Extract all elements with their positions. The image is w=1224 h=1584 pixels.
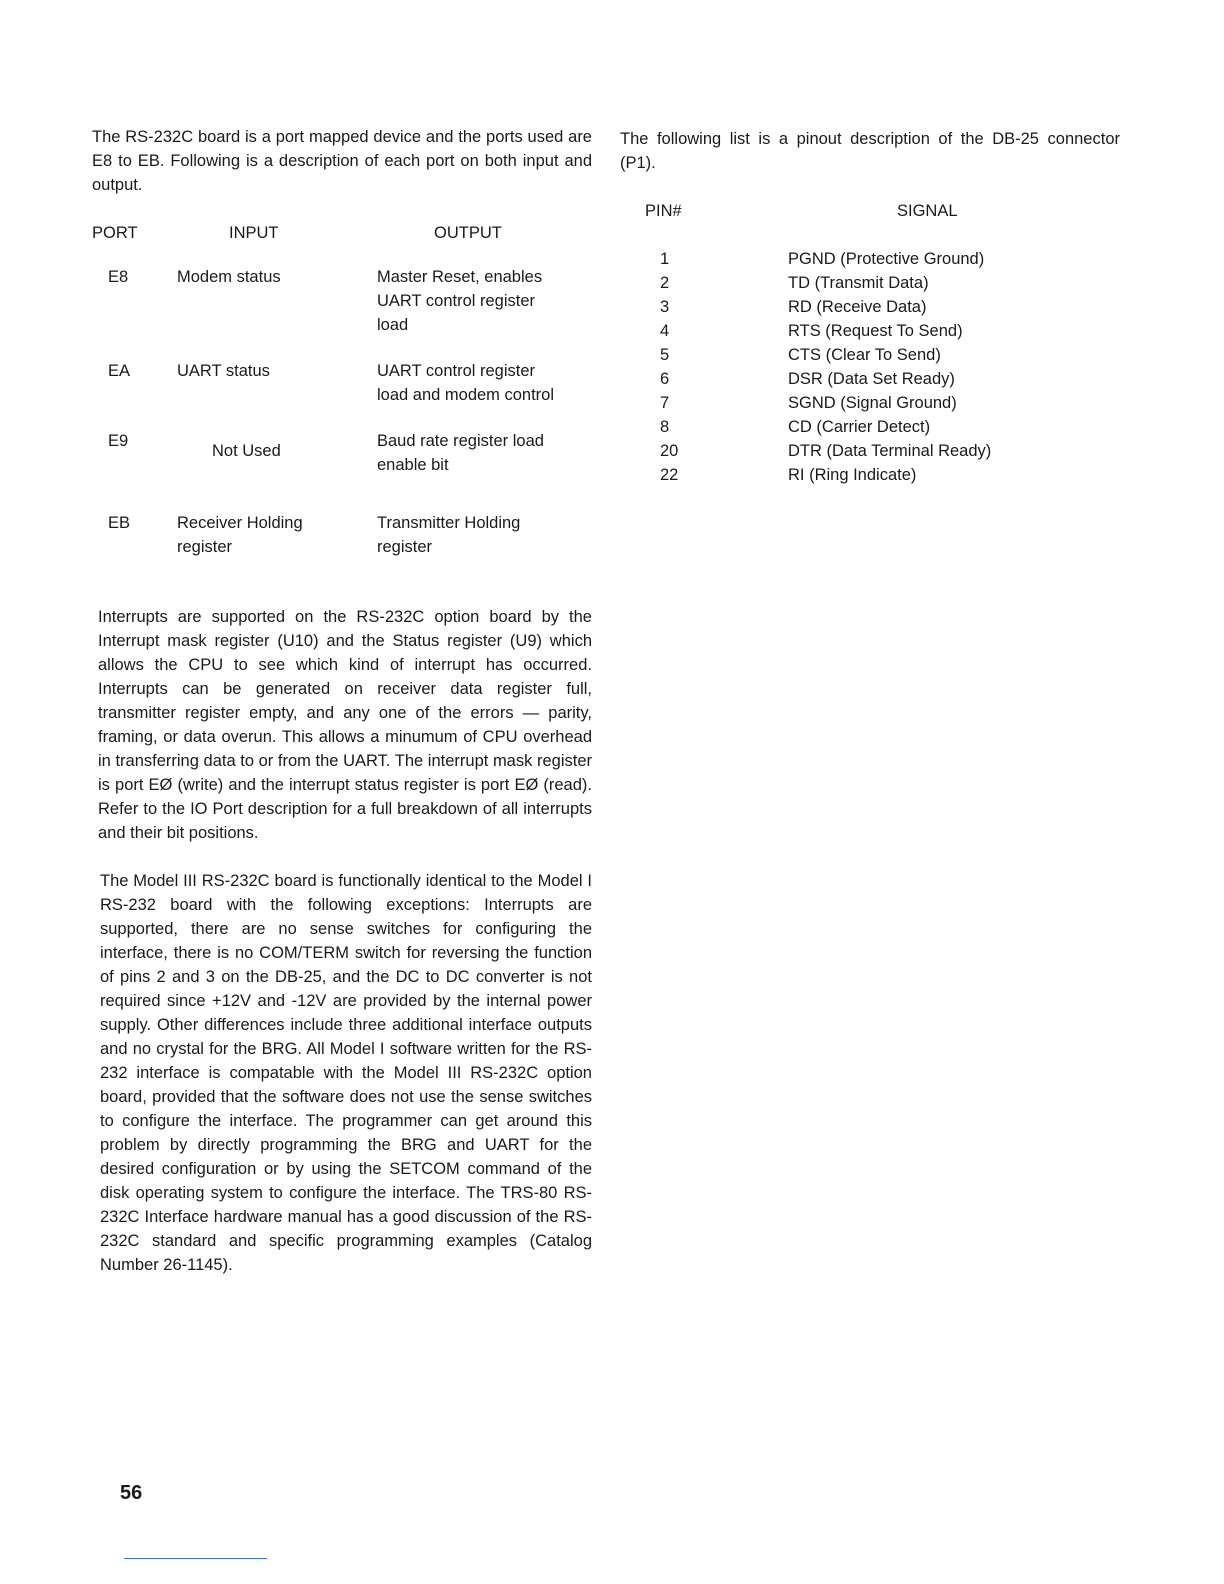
output-line: enable bit (377, 456, 449, 474)
right-column (620, 127, 1120, 487)
header-output: OUTPUT (434, 224, 502, 242)
footer-rule (124, 1558, 267, 1559)
port-output (377, 511, 592, 559)
pin-number: 20 (660, 442, 679, 460)
port-input: Modem status (177, 268, 281, 286)
output-line: UART control register (377, 292, 536, 310)
table-row (92, 429, 592, 477)
port-output (377, 265, 592, 337)
port-id: EB (108, 514, 131, 532)
pinout-intro: The following list is a pinout description of the DB-25 connector (P1). (620, 130, 1120, 172)
pin-table (620, 199, 1120, 487)
table-row (620, 463, 1120, 487)
pin-table-header (620, 199, 1120, 223)
table-row (620, 295, 1120, 319)
model-iii-paragraph: The Model III RS-232C board is functionally identical to the Model I RS-232 board with the following exceptions: Interrupts are supported, there are no sense switches for configuring the interface, there is no COM/TERM switch for reversing the function of pins 2 and 3 on the DB-25, and the DC to DC converter is not required since +12V and -12V are provided by the internal power supply. Other differences include three additional interface outputs and no crystal for the BRG. All Model I software written for the RS-232 interface is compatable with the Model III RS-232C option board, provided that the software does not use the sense switches to configure the interface. The programmer can get around this problem by directly programming the BRG and UART for the desired configuration or by using the SETCOM command of the disk operating system to configure the interface. The TRS-80 RS-232C Interface hardware manual has a good discussion of the RS-232C standard and specific programming examples (Catalog Number 26-1145). (100, 872, 592, 1274)
table-row (92, 359, 592, 407)
pin-signal: TD (Transmit Data) (788, 274, 929, 292)
pin-signal: DTR (Data Terminal Ready) (788, 442, 992, 460)
intro-paragraph: The RS-232C board is a port mapped device and the ports used are E8 to EB. Following is a description of each port on both input and output. (92, 128, 592, 194)
port-input: UART status (177, 362, 270, 380)
pin-number: 1 (660, 250, 670, 268)
input-line: Receiver Holding (177, 514, 303, 532)
pin-signal: RTS (Request To Send) (788, 322, 963, 340)
port-output (377, 429, 592, 477)
table-row (620, 319, 1120, 343)
port-input (177, 511, 377, 559)
pin-number: 7 (660, 394, 670, 412)
pin-signal: PGND (Protective Ground) (788, 250, 985, 268)
port-table-header (92, 221, 592, 245)
port-input: Not Used (212, 442, 281, 460)
port-output (377, 359, 592, 407)
output-line: Master Reset, enables (377, 268, 543, 286)
pin-number: 2 (660, 274, 670, 292)
pin-number: 4 (660, 322, 670, 340)
output-line: load (377, 316, 409, 334)
pin-signal: CD (Carrier Detect) (788, 418, 931, 436)
output-line: Baud rate register load (377, 432, 544, 450)
table-row (620, 271, 1120, 295)
pin-number: 8 (660, 418, 670, 436)
header-signal: SIGNAL (897, 202, 958, 220)
table-row (92, 265, 592, 337)
input-line: register (177, 538, 233, 556)
interrupts-paragraph: Interrupts are supported on the RS-232C option board by the Interrupt mask register (U10) and the Status register (U9) which allows the CPU to see which kind of interrupt has occurred. Interrupts can be generated on receiver data register full, transmitter register empty, and any one of the errors — parity, framing, or data overun. This allows a minumum of CPU overhead in transferring data to or from the UART. The interrupt mask register is port EØ (write) and the interrupt status register is port EØ (read). Refer to the IO Port description for a full breakdown of all interrupts and their bit positions. (98, 608, 592, 842)
output-line: load and modem control (377, 386, 555, 404)
page-number: 56 (120, 1482, 143, 1504)
pin-signal: DSR (Data Set Ready) (788, 370, 955, 388)
port-id: EA (108, 362, 131, 380)
header-input: INPUT (229, 224, 279, 242)
output-line: Transmitter Holding (377, 514, 521, 532)
pin-number: 6 (660, 370, 670, 388)
table-row (620, 391, 1120, 415)
left-column (92, 125, 592, 1277)
pin-number: 22 (660, 466, 679, 484)
table-row (620, 415, 1120, 439)
pin-signal: SGND (Signal Ground) (788, 394, 957, 412)
pin-number: 5 (660, 346, 670, 364)
table-row (620, 439, 1120, 463)
header-port: PORT (92, 224, 138, 242)
table-row (620, 247, 1120, 271)
port-id: E9 (108, 432, 129, 450)
table-row (620, 343, 1120, 367)
output-line: UART control register (377, 362, 536, 380)
table-row (92, 511, 592, 559)
port-id: E8 (108, 268, 129, 286)
output-line: register (377, 538, 433, 556)
table-row (620, 367, 1120, 391)
pin-signal: CTS (Clear To Send) (788, 346, 941, 364)
pin-signal: RD (Receive Data) (788, 298, 927, 316)
header-pin: PIN# (645, 202, 682, 220)
pin-number: 3 (660, 298, 670, 316)
port-table (92, 221, 592, 559)
pin-signal: RI (Ring Indicate) (788, 466, 917, 484)
